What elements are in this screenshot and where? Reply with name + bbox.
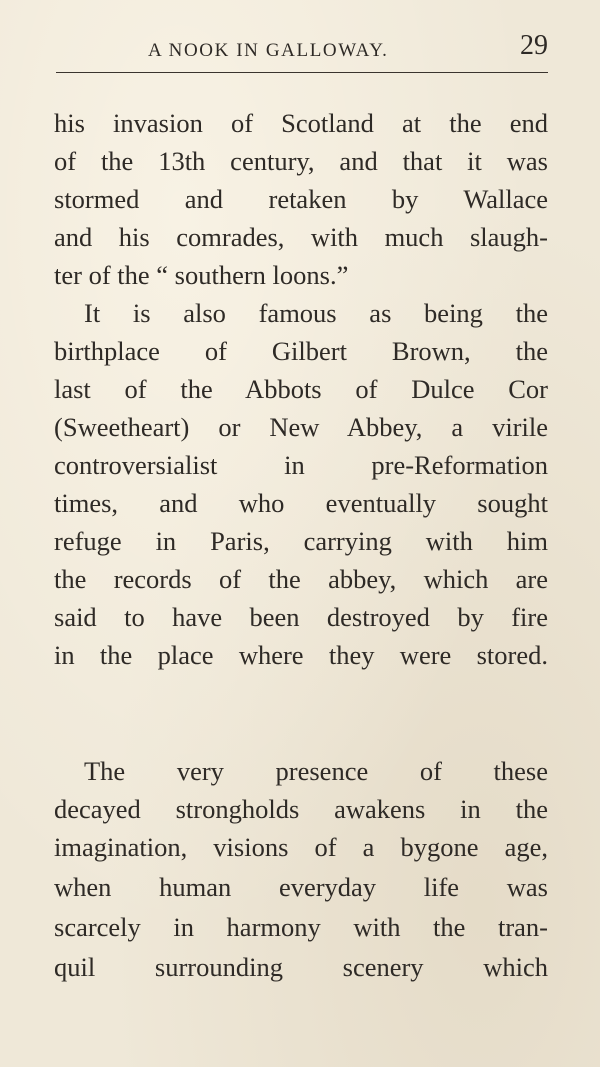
page-number: 29 bbox=[520, 30, 548, 61]
text-line: times, and who eventually sought bbox=[54, 488, 548, 518]
text-line: and his comrades, with much slaugh- bbox=[54, 222, 548, 252]
text-line: scarcely in harmony with the tran- bbox=[54, 912, 548, 942]
text-line: when human everyday life was bbox=[54, 872, 548, 902]
text-line: stormed and retaken by Wallace bbox=[54, 184, 548, 214]
text-line: It is also famous as being the bbox=[84, 298, 548, 328]
running-head bbox=[56, 28, 548, 73]
text-line: birthplace of Gilbert Brown, the bbox=[54, 336, 548, 366]
running-title: A NOOK IN GALLOWAY. bbox=[148, 40, 389, 61]
text-line: (Sweetheart) or New Abbey, a virile bbox=[54, 412, 548, 442]
text-line: last of the Abbots of Dulce Cor bbox=[54, 374, 548, 404]
text-line: decayed strongholds awakens in the bbox=[54, 794, 548, 824]
text-line: in the place where they were stored. bbox=[54, 640, 548, 670]
text-line: of the 13th century, and that it was bbox=[54, 146, 548, 176]
text-line: the records of the abbey, which are bbox=[54, 564, 548, 594]
text-line: ter of the “ southern loons.” bbox=[54, 260, 349, 290]
text-line: refuge in Paris, carrying with him bbox=[54, 526, 548, 556]
text-line: quil surrounding scenery which bbox=[54, 952, 548, 982]
text-line: controversialist in pre-Reformation bbox=[54, 450, 548, 480]
text-line: his invasion of Scotland at the end bbox=[54, 108, 548, 138]
text-line: imagination, visions of a bygone age, bbox=[54, 832, 548, 862]
text-line: The very presence of these bbox=[84, 756, 548, 786]
text-line: said to have been destroyed by fire bbox=[54, 602, 548, 632]
